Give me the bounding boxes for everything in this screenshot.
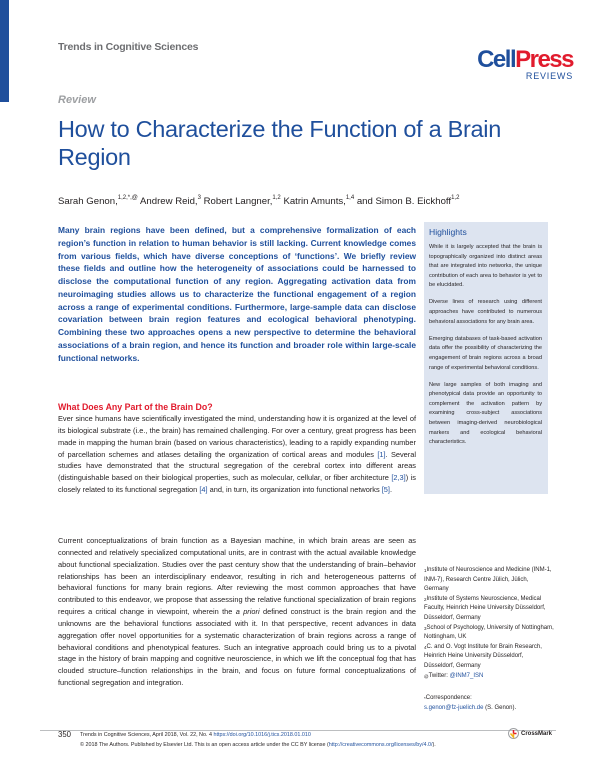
citation-link[interactable]: [5] [381, 485, 390, 495]
body-text: . [389, 485, 393, 495]
body-text: . Several studies have demonstrated that the structural segregation of the cerebral cortex into different areas (distinguishable based on their biological properties, such as molecular, cellular, or fiber architecture [58, 449, 416, 483]
author-affil-sup[interactable]: 1,2,*,@ [117, 195, 138, 201]
cellpress-tagline: REVIEWS [525, 71, 573, 81]
highlight-item: New large samples of both imaging and phenotypical data provide an opportunity to complement the activation pattern by examining cross-subject associations between imaging-derived neurobiological markers and ecological behavioral characteristics. [429, 381, 542, 446]
author-name: Robert Langner, [203, 196, 273, 207]
affiliation-item [424, 672, 554, 682]
journal-color-bar [0, 0, 9, 102]
page-number: 350 [58, 730, 72, 739]
article-type: Review [58, 94, 96, 106]
affiliation-text: School of Psychology, University of Nottingham, Nottingham, UK [424, 624, 554, 641]
highlight-item: Emerging databases of task-based activation data offer the possibility of characterizing the engagement of brain regions across a broad range of experimental behavioral conditions. [429, 335, 542, 371]
journal-name[interactable]: Trends in Cognitive Sciences [58, 41, 199, 53]
body-paragraph [58, 413, 416, 496]
cellpress-logo[interactable] [453, 48, 573, 81]
affiliation-sup: 2 [424, 596, 427, 602]
doi-link[interactable]: https://doi.org/10.1016/j.tics.2018.01.010 [213, 732, 311, 738]
license-text: © 2018 The Authors. Published by Elsevier Ltd. This is an open access article under the CC BY license ( [80, 742, 329, 748]
correspondence-name: (S. Genon). [483, 704, 517, 711]
citation-text: Trends in Cognitive Sciences, April 2018, Vol. 22, No. 4 [80, 732, 214, 738]
author-affil-sup[interactable]: 3 [197, 195, 201, 201]
body-text: and, in turn, its organization into functional networks [207, 485, 382, 495]
affiliation-sup: 1 [424, 568, 427, 573]
affiliations [424, 566, 554, 681]
highlight-item: Diverse lines of research using different approaches have contributed to numerous behavioral associations for any brain area. [429, 299, 542, 325]
body-text: Ever since humans have scientifically investigated the mind, understanding how it is organized at the level of its biological substrate (i.e., the brain) has remained challenging. For over a century, great progress has been made in mapping the human brain (based on various characteristics), leading to a rapidly expanding number of parcellation schemes and atlases detailing the organization of cortical areas and modules [58, 414, 416, 459]
highlight-item: While it is largely accepted that the brain is topographically organized into distinct areas that are integrated into networks, the unique contribution of each area to behavior is yet to be elucidated. [429, 244, 542, 289]
license-link[interactable]: http://creativecommons.org/licenses/by/4.0/ [328, 742, 433, 748]
affiliation-item [424, 566, 554, 595]
body-paragraph [58, 535, 416, 689]
affiliation-item [424, 624, 554, 643]
author-name: Andrew Reid, [140, 196, 198, 207]
section-heading: What Does Any Part of the Brain Do? [58, 402, 213, 412]
affiliation-text: Twitter: [428, 672, 450, 679]
author-name: Katrin Amunts, [283, 196, 346, 207]
cellpress-press: Press [515, 46, 573, 73]
affiliation-text: Institute of Neuroscience and Medicine (INM-1, INM-7), Research Centre Jülich, Jülich, Germany [424, 567, 552, 593]
affiliation-text: Institute of Systems Neuroscience, Medical Faculty, Heinrich Heine University Düsseldorf, Düsseldorf, Germany [424, 595, 546, 621]
author-affil-sup[interactable]: 1,2 [272, 195, 281, 201]
affiliation-sup: 4 [424, 644, 427, 650]
footer-divider [40, 730, 556, 731]
affiliation-sup: 3 [424, 625, 427, 631]
license-text-end: ). [432, 742, 436, 748]
twitter-link[interactable]: @INM7_ISN [449, 672, 484, 679]
affiliation-text: C. and O. Vogt Institute for Brain Research, Heinrich Heine University Düsseldorf, Düsseldorf, Germany [424, 643, 542, 669]
crossmark-badge[interactable] [508, 728, 552, 739]
author-name: and Simon B. Eickhoff [356, 196, 452, 207]
correspondence-label: Correspondence: [425, 695, 472, 701]
crossmark-icon [508, 728, 519, 739]
email-link[interactable]: s.genon@fz-juelich.de [424, 704, 484, 711]
author-affil-sup[interactable]: 1,2 [451, 195, 460, 201]
author-affil-sup[interactable]: 1,4 [345, 195, 355, 201]
crossmark-label: CrossMark [521, 730, 553, 737]
correspondence [424, 694, 574, 713]
body-text: ) is closely related to its functional segregation [58, 473, 416, 495]
affiliation-sup: @ [424, 673, 429, 679]
article-title: How to Characterize the Function of a Brain Region [58, 116, 501, 170]
footer-license [80, 742, 436, 748]
highlights-box [424, 222, 548, 494]
author-list [58, 196, 578, 207]
affiliation-item [424, 643, 554, 672]
citation-link[interactable]: [1] [377, 449, 386, 459]
citation-link[interactable]: [2,3] [391, 473, 406, 483]
citation-link[interactable]: [4] [199, 485, 208, 495]
italic-term: a priori [235, 607, 260, 617]
affiliation-item [424, 595, 554, 624]
cellpress-cell: Cell [477, 46, 516, 73]
footer-citation [80, 732, 311, 738]
correspondence-sup: * [424, 696, 426, 701]
body-text: Current conceptualizations of brain function as a Bayesian machine, in which brain areas are seen as connected and relatively specialized computational units, are in contrast with the actual available knowledge about functional specialization. Studies over the past century show that the understanding of brain–behavior relationships has been an interdisciplinary endeavor, resulting in rich and heterogeneous patterns of behavioral functions for many brain regions. After reviewing the most common approaches that have contributed to this endeavor, we propose that assessing the relative functional specialization of brain regions requires a critical change in viewpoint, wherein the [58, 536, 416, 617]
author-name: Sarah Genon, [58, 196, 118, 207]
highlights-heading: Highlights [429, 227, 467, 237]
abstract: Many brain regions have been defined, but a comprehensive formalization of each region’s function in relation to human behavior is still lacking. Current knowledge comes from various fields, which have diverse conceptions of ‘functions’. We briefly review these fields and outline how the heterogeneity of associations could be harnessed to disclose the computational function of any region. Aggregating activation data from neuroimaging studies allows us to characterize the functional engagement of a region across a range of experimental conditions. Furthermore, large-sample data can disclose covariation between brain region features and ecological behavioral phenotyping. Combining these two approaches opens a new perspective to determine the behavioral associations of a brain region, and hence its function and broader role within large-scale functional networks. [58, 225, 416, 363]
cellpress-wordmark [453, 48, 573, 72]
body-text: defined construct is the brain region and the unknowns are the behavioral functions associated with it. In that perspective, recent advances in data aggregation offer novel opportunities for a systematic characterization of brain regions across a range of behavioral conditions and phenotypical features. Such an integrative approach could bring us to a pivotal stage in the history of brain mapping and cognitive neuroscience, in which we lift the conceptual fog that has clouded structure–function relationships in the brain, and focus on future formal conceptualizations of functional segregation and integration. [58, 607, 416, 688]
